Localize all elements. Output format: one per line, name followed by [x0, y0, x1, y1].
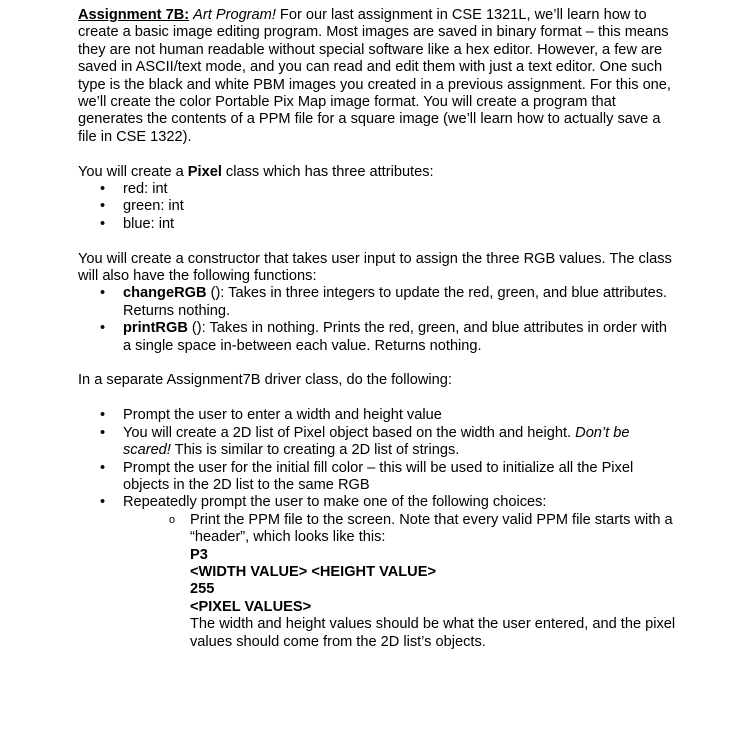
list-item: • changeRGB (): Takes in three integers to update the red, green, and blue attributes. Returns nothing. — [100, 285, 668, 319]
intro-paragraph — [78, 7, 678, 146]
list-item: • Prompt the user for the initial fill color – this will be used to initialize all the Pixel objects in the 2D list to the same RGB — [100, 459, 634, 493]
list-item: • Repeatedly prompt the user to make one of the following choices: o Print the PPM file to the screen. Note that every valid PPM file starts with a “header”, which looks like this: P3 <WIDTH VALUE> <HEIGHT VALUE> 255 <PIXEL VALUES> The width and height values should be what the user entered, and the pixel values should come from the 2D list’s objects. — [78, 494, 678, 651]
list-item: • Prompt the user to enter a width and height value — [100, 407, 442, 424]
choices-list — [123, 512, 678, 651]
function-name: printRGB — [123, 320, 188, 337]
document-page — [78, 7, 678, 651]
list-item: • red: int — [100, 181, 168, 198]
intro-text: For our last assignment in CSE 1321L, we’ll learn how to create a basic image editing program. Most images are saved in binary format – this means they are not human readable without special software like a hex editor. However, a few are saved in ASCII/text mode, and you can read and edit them with just a text editor. One such type is the black and white PBM images you created in a previous assignment. For this one, we’ll create the color Portable Pix Map image format. You will create a program that generates the contents of a PPM file for a square image (we’ll learn how to actually save a file in CSE 1322). — [78, 7, 671, 145]
header-line: <WIDTH VALUE> <HEIGHT VALUE> — [190, 563, 436, 580]
list-item: • blue: int — [100, 215, 175, 232]
function-name: changeRGB — [123, 285, 207, 302]
attribute-list — [78, 181, 678, 233]
constructor-paragraph: You will create a constructor that takes user input to assign the three RGB values. The class will also have the following functions: — [78, 250, 672, 285]
function-list — [78, 285, 678, 355]
list-item: • printRGB (): Takes in nothing. Prints the red, green, and blue attributes in order with a single space in-between each value. Returns nothing. — [100, 320, 668, 354]
list-item: • green: int — [100, 198, 184, 215]
header-line: 255 — [190, 581, 215, 598]
pixel-class-name: Pixel — [187, 163, 222, 180]
list-item: • You will create a 2D list of Pixel object based on the width and height. Don’t be scared! This is similar to creating a 2D list of strings. — [100, 424, 630, 459]
header-line: P3 — [190, 546, 208, 563]
header-line: <PIXEL VALUES> — [190, 598, 312, 615]
assignment-heading: Assignment 7B: — [78, 7, 190, 23]
driver-paragraph: In a separate Assignment7B driver class, do the following: — [78, 372, 452, 389]
pixel-class-paragraph: You will create a Pixel class which has three attributes: — [78, 163, 434, 180]
assignment-subtitle: Art Program! — [193, 7, 276, 23]
driver-steps-list — [78, 407, 678, 651]
list-item: o Print the PPM file to the screen. Note that every valid PPM file starts with a “header”, which looks like this: P3 <WIDTH VALUE> <HEIGHT VALUE> 255 <PIXEL VALUES> The width and height values should be what the user entered, and the pixel values should come from the 2D list’s objects. — [169, 511, 676, 650]
